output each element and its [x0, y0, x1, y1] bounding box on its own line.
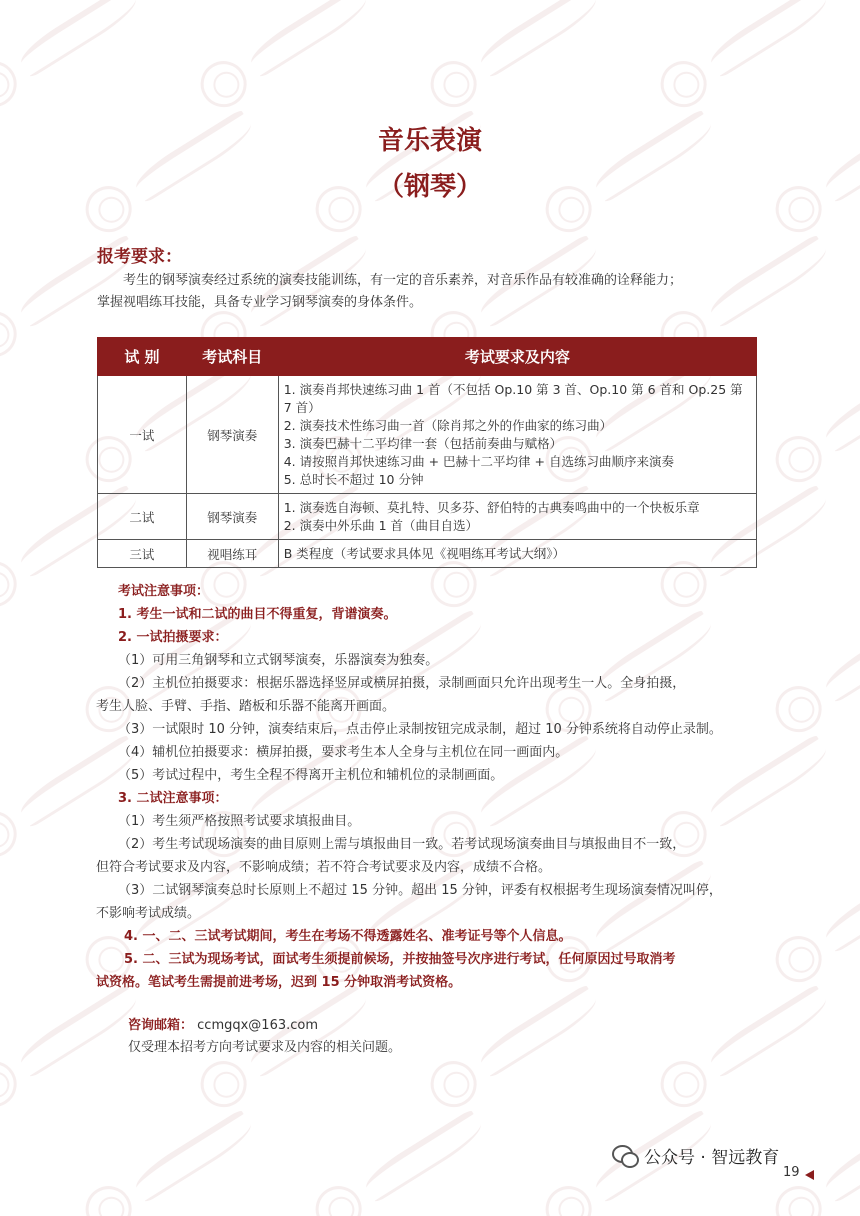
note-3-2a: （2）考生考试现场演奏的曲目原则上需与填报曲目一致。若考试现场演奏曲目与填报曲目不一致， — [118, 837, 686, 852]
note-3-1: （1）考生须严格按照考试要求填报曲目。 — [118, 814, 361, 829]
notes-heading: 考试注意事项： — [118, 584, 210, 599]
page-number: 19 — [783, 1165, 800, 1180]
note-2-4: （4）辅机位拍摄要求：横屏拍摄，要求考生本人全身与主机位在同一画面内。 — [118, 745, 569, 760]
note-2-2b: 考生人脸、手臂、手指、踏板和乐器不能离开画面。 — [96, 699, 396, 714]
note-3-3b: 不影响考试成绩。 — [96, 906, 201, 921]
contact-section — [128, 1015, 401, 1059]
table-header-row — [98, 338, 757, 376]
content-item: B 类程度（考试要求具体见《视唱练耳考试大纲》） — [283, 545, 566, 561]
exam-table — [97, 337, 757, 568]
cell-round: 三试 — [98, 540, 187, 568]
note-3: 3. 二试注意事项： — [118, 791, 228, 806]
cell-content — [278, 494, 756, 540]
requirements-text — [97, 270, 767, 314]
note-2-1: （1）可用三角钢琴和立式钢琴演奏，乐器演奏为独奏。 — [118, 653, 439, 668]
content-item: 1. 演奏肖邦快速练习曲 1 首（不包括 Op.10 第 3 首、Op.10 第 6 首和 Op.25 第 7 首） — [283, 381, 743, 415]
note-5a: 5. 二、三试为现场考试，面试考生须提前候场，并按抽签号次序进行考试，任何原因过号取消考 — [124, 952, 676, 967]
content-item: 4. 请按照肖邦快速练习曲 + 巴赫十二平均律 + 自选练习曲顺序来演奏 — [283, 453, 674, 469]
page-subtitle: （钢琴） — [377, 172, 482, 202]
wechat-account-tag — [612, 1140, 779, 1170]
content-item: 1. 演奏选自海顿、莫扎特、贝多芬、舒伯特的古典奏鸣曲中的一个快板乐章 — [283, 499, 700, 515]
note-5b: 试资格。笔试考生需提前进考场，迟到 15 分钟取消考试资格。 — [96, 975, 462, 990]
cell-content — [278, 376, 756, 494]
header-subject: 考试科目 — [186, 338, 278, 376]
cell-subject: 钢琴演奏 — [186, 494, 278, 540]
note-1: 1. 考生一试和二试的曲目不得重复，背谱演奏。 — [118, 607, 397, 622]
wechat-icon — [612, 1143, 636, 1167]
page-title: 音乐表演 — [377, 126, 482, 156]
content-item: 2. 演奏技术性练习曲一首（除肖邦之外的作曲家的练习曲） — [283, 417, 613, 433]
header-content: 考试要求及内容 — [278, 338, 756, 376]
table-row — [98, 376, 757, 494]
wechat-account-text: 公众号 · 智远教育 — [644, 1147, 780, 1168]
requirements-line-1: 考生的钢琴演奏经过系统的演奏技能训练，有一定的音乐素养，对音乐作品有较准确的诠释能力； — [123, 273, 683, 288]
note-2-5: （5）考试过程中，考生全程不得离开主机位和辅机位的录制画面。 — [118, 768, 504, 783]
contact-label: 咨询邮箱： — [128, 1018, 194, 1033]
page-marker-icon — [805, 1170, 814, 1180]
header-round: 试 别 — [98, 338, 187, 376]
content-item: 2. 演奏中外乐曲 1 首（曲目自选） — [283, 517, 479, 533]
requirements-line-2: 掌握视唱练耳技能，具备专业学习钢琴演奏的身体条件。 — [97, 295, 423, 310]
contact-email: ccmgqx@163.com — [197, 1018, 319, 1033]
cell-round: 二试 — [98, 494, 187, 540]
cell-subject: 视唱练耳 — [186, 540, 278, 568]
cell-round: 一试 — [98, 376, 187, 494]
note-2-2a: （2）主机位拍摄要求：根据乐器选择竖屏或横屏拍摄，录制画面只允许出现考生一人。全身拍摄， — [118, 676, 686, 691]
content-item: 5. 总时长不超过 10 分钟 — [283, 471, 424, 487]
requirements-heading: 报考要求： — [97, 247, 182, 267]
note-4: 4. 一、二、三试考试期间，考生在考场不得透露姓名、准考证号等个人信息。 — [124, 929, 572, 944]
content-item: 3. 演奏巴赫十二平均律一套（包括前奏曲与赋格） — [283, 435, 563, 451]
exam-notes — [96, 580, 768, 994]
note-2-3: （3）一试限时 10 分钟，演奏结束后，点击停止录制按钮完成录制，超过 10 分钟系统将自动停止录制。 — [118, 722, 722, 737]
cell-subject: 钢琴演奏 — [186, 376, 278, 494]
note-3-3a: （3）二试钢琴演奏总时长原则上不超过 15 分钟。超出 15 分钟，评委有权根据考生现场演奏情况叫停， — [118, 883, 722, 898]
table-row — [98, 540, 757, 568]
note-3-2b: 但符合考试要求及内容，不影响成绩；若不符合考试要求及内容，成绩不合格。 — [96, 860, 552, 875]
table-row — [98, 494, 757, 540]
note-2: 2. 一试拍摄要求： — [118, 630, 228, 645]
contact-note: 仅受理本招考方向考试要求及内容的相关问题。 — [128, 1040, 402, 1055]
cell-content — [278, 540, 756, 568]
